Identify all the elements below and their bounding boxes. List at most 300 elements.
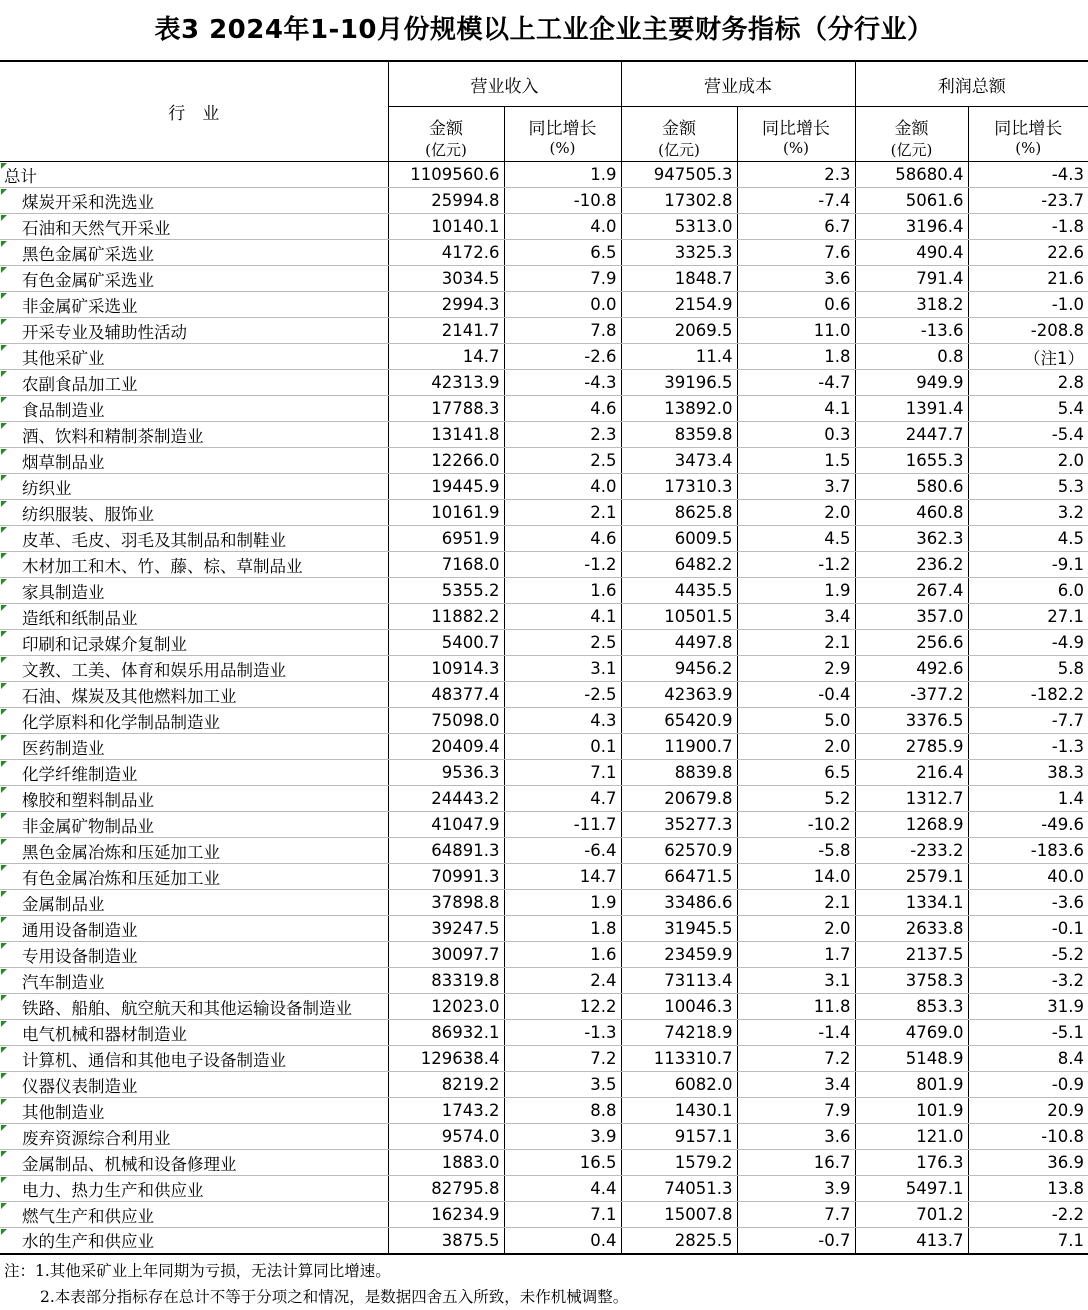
table-row xyxy=(0,292,1088,318)
industry-name-cell: 专用设备制造业 xyxy=(0,942,388,968)
cost-growth-cell: 6.5 xyxy=(737,760,855,786)
profit-growth-cell: 6.0 xyxy=(968,578,1088,604)
profit-amount-cell: 5497.1 xyxy=(855,1176,968,1202)
cost-growth-cell: -1.4 xyxy=(737,1020,855,1046)
table-row xyxy=(0,318,1088,344)
cost-growth-cell: 3.7 xyxy=(737,474,855,500)
revenue-growth-cell: 8.8 xyxy=(504,1098,621,1124)
profit-growth-cell: 27.1 xyxy=(968,604,1088,630)
revenue-growth-cell: 4.6 xyxy=(504,526,621,552)
cost-amount-cell: 2069.5 xyxy=(621,318,737,344)
profit-amount-cell: 357.0 xyxy=(855,604,968,630)
industry-name-cell: 烟草制品业 xyxy=(0,448,388,474)
revenue-growth-cell: -2.6 xyxy=(504,344,621,370)
profit-growth-cell: -10.8 xyxy=(968,1124,1088,1150)
revenue-amount-cell: 48377.4 xyxy=(388,682,504,708)
revenue-growth-cell: 2.4 xyxy=(504,968,621,994)
revenue-growth-cell: -10.8 xyxy=(504,188,621,214)
industry-name-cell: 黑色金属矿采选业 xyxy=(0,240,388,266)
profit-growth-cell: 40.0 xyxy=(968,864,1088,890)
table-row xyxy=(0,370,1088,396)
revenue-growth-cell: 1.9 xyxy=(504,890,621,916)
cost-amount-cell: 73113.4 xyxy=(621,968,737,994)
industry-name-cell: 非金属矿物制品业 xyxy=(0,812,388,838)
cost-amount-cell: 20679.8 xyxy=(621,786,737,812)
cost-growth-cell: -1.2 xyxy=(737,552,855,578)
revenue-growth-cell: 2.5 xyxy=(504,448,621,474)
table-row xyxy=(0,630,1088,656)
revenue-amount-cell: 10914.3 xyxy=(388,656,504,682)
profit-amount-cell: 2785.9 xyxy=(855,734,968,760)
revenue-growth-cell: 1.8 xyxy=(504,916,621,942)
table-row xyxy=(0,240,1088,266)
cost-amount-cell: 11900.7 xyxy=(621,734,737,760)
table-row xyxy=(0,1098,1088,1124)
revenue-amount-cell: 4172.6 xyxy=(388,240,504,266)
table-row xyxy=(0,864,1088,890)
revenue-amount-cell: 14.7 xyxy=(388,344,504,370)
industry-name-cell: 纺织服装、服饰业 xyxy=(0,500,388,526)
profit-amount-cell: 949.9 xyxy=(855,370,968,396)
profit-growth-cell: 3.2 xyxy=(968,500,1088,526)
profit-growth-cell: -2.2 xyxy=(968,1202,1088,1228)
table-row xyxy=(0,682,1088,708)
profit-growth-cell: -4.9 xyxy=(968,630,1088,656)
profit-amount-cell: 2579.1 xyxy=(855,864,968,890)
table-row xyxy=(0,1202,1088,1228)
cost-amount-cell: 6082.0 xyxy=(621,1072,737,1098)
cost-amount-cell: 6482.2 xyxy=(621,552,737,578)
revenue-growth-cell: -11.7 xyxy=(504,812,621,838)
profit-growth-cell: 13.8 xyxy=(968,1176,1088,1202)
cost-growth-cell: -4.7 xyxy=(737,370,855,396)
revenue-growth-cell: -1.2 xyxy=(504,552,621,578)
cost-amount-cell: 74218.9 xyxy=(621,1020,737,1046)
cost-amount-cell: 65420.9 xyxy=(621,708,737,734)
industry-name-cell: 开采专业及辅助性活动 xyxy=(0,318,388,344)
revenue-amount-cell: 75098.0 xyxy=(388,708,504,734)
cost-amount-cell: 15007.8 xyxy=(621,1202,737,1228)
table-row xyxy=(0,422,1088,448)
cost-growth-cell: 6.7 xyxy=(737,214,855,240)
profit-amount-cell: -13.6 xyxy=(855,318,968,344)
cost-growth-cell: 0.6 xyxy=(737,292,855,318)
industry-name-cell: 燃气生产和供应业 xyxy=(0,1202,388,1228)
industry-name-cell: 皮革、毛皮、羽毛及其制品和制鞋业 xyxy=(0,526,388,552)
profit-amount-cell: 1312.7 xyxy=(855,786,968,812)
revenue-growth-cell: 7.2 xyxy=(504,1046,621,1072)
revenue-amount-cell: 13141.8 xyxy=(388,422,504,448)
table-row xyxy=(0,500,1088,526)
profit-growth-cell: -23.7 xyxy=(968,188,1088,214)
profit-growth-cell: -183.6 xyxy=(968,838,1088,864)
revenue-amount-cell: 1109560.6 xyxy=(388,162,504,188)
cost-amount-cell: 3473.4 xyxy=(621,448,737,474)
cost-amount-cell: 17310.3 xyxy=(621,474,737,500)
profit-amount-cell: 267.4 xyxy=(855,578,968,604)
profit-growth-cell: -0.1 xyxy=(968,916,1088,942)
industry-name-cell: 计算机、通信和其他电子设备制造业 xyxy=(0,1046,388,1072)
table-row xyxy=(0,552,1088,578)
cost-group-header: 营业成本 xyxy=(621,61,855,107)
table-row xyxy=(0,266,1088,292)
cost-growth-cell: 16.7 xyxy=(737,1150,855,1176)
revenue-growth-cell: 1.6 xyxy=(504,942,621,968)
profit-growth-cell: -7.7 xyxy=(968,708,1088,734)
total-row xyxy=(0,162,1088,188)
cost-growth-cell: 2.3 xyxy=(737,162,855,188)
table-row xyxy=(0,708,1088,734)
cost-amount-cell: 42363.9 xyxy=(621,682,737,708)
profit-amount-cell: 236.2 xyxy=(855,552,968,578)
industry-name-cell: 其他采矿业 xyxy=(0,344,388,370)
cost-amount-cell: 2825.5 xyxy=(621,1228,737,1254)
cost-growth-cell: 14.0 xyxy=(737,864,855,890)
cost-growth-cell: 2.9 xyxy=(737,656,855,682)
profit-amount-cell: 1391.4 xyxy=(855,396,968,422)
cost-growth-cell: 7.2 xyxy=(737,1046,855,1072)
table-row xyxy=(0,474,1088,500)
table-row xyxy=(0,578,1088,604)
table-row xyxy=(0,396,1088,422)
cost-growth-cell: 1.5 xyxy=(737,448,855,474)
financial-indicators-table xyxy=(0,60,1088,1255)
table-row xyxy=(0,812,1088,838)
table-row xyxy=(0,1072,1088,1098)
revenue-amount-cell: 82795.8 xyxy=(388,1176,504,1202)
profit-growth-cell: 5.3 xyxy=(968,474,1088,500)
cost-growth-unit: (%) xyxy=(737,139,855,162)
revenue-growth-cell: 4.3 xyxy=(504,708,621,734)
profit-growth-cell: 2.0 xyxy=(968,448,1088,474)
industry-name-cell: 煤炭开采和洗选业 xyxy=(0,188,388,214)
revenue-amount-cell: 11882.2 xyxy=(388,604,504,630)
revenue-growth-cell: 4.1 xyxy=(504,604,621,630)
cost-amount-cell: 31945.5 xyxy=(621,916,737,942)
profit-growth-cell: -3.2 xyxy=(968,968,1088,994)
footnote-1: 注：1.其他采矿业上年同期为亏损，无法计算同比增速。 xyxy=(4,1261,391,1280)
profit-amount-cell: 362.3 xyxy=(855,526,968,552)
table-body xyxy=(0,162,1088,1254)
cost-amount-cell: 4435.5 xyxy=(621,578,737,604)
profit-amount-header: 金额 xyxy=(855,107,968,140)
profit-amount-cell: 413.7 xyxy=(855,1228,968,1254)
revenue-amount-cell: 5355.2 xyxy=(388,578,504,604)
profit-growth-cell: 8.4 xyxy=(968,1046,1088,1072)
cost-amount-cell: 3325.3 xyxy=(621,240,737,266)
cost-growth-cell: 4.5 xyxy=(737,526,855,552)
cost-amount-cell: 39196.5 xyxy=(621,370,737,396)
profit-growth-cell: 22.6 xyxy=(968,240,1088,266)
cost-amount-cell: 9157.1 xyxy=(621,1124,737,1150)
industry-name-cell: 金属制品、机械和设备修理业 xyxy=(0,1150,388,1176)
revenue-growth-cell: 0.0 xyxy=(504,292,621,318)
profit-growth-cell: -9.1 xyxy=(968,552,1088,578)
cost-amount-cell: 2154.9 xyxy=(621,292,737,318)
cost-amount-cell: 11.4 xyxy=(621,344,737,370)
industry-name-cell: 铁路、船舶、航空航天和其他运输设备制造业 xyxy=(0,994,388,1020)
revenue-amount-cell: 9536.3 xyxy=(388,760,504,786)
cost-amount-cell: 947505.3 xyxy=(621,162,737,188)
revenue-amount-cell: 24443.2 xyxy=(388,786,504,812)
profit-amount-cell: 2633.8 xyxy=(855,916,968,942)
table-row xyxy=(0,214,1088,240)
profit-amount-cell: 3196.4 xyxy=(855,214,968,240)
revenue-amount-cell: 8219.2 xyxy=(388,1072,504,1098)
table-row xyxy=(0,1176,1088,1202)
revenue-growth-cell: 7.1 xyxy=(504,760,621,786)
profit-growth-cell: -182.2 xyxy=(968,682,1088,708)
profit-amount-cell: 0.8 xyxy=(855,344,968,370)
revenue-growth-cell: 6.5 xyxy=(504,240,621,266)
industry-name-cell: 汽车制造业 xyxy=(0,968,388,994)
cost-amount-cell: 8359.8 xyxy=(621,422,737,448)
profit-growth-cell: 4.5 xyxy=(968,526,1088,552)
profit-amount-cell: -233.2 xyxy=(855,838,968,864)
industry-name-cell: 农副食品加工业 xyxy=(0,370,388,396)
profit-amount-cell: 791.4 xyxy=(855,266,968,292)
industry-name-cell: 木材加工和木、竹、藤、棕、草制品业 xyxy=(0,552,388,578)
profit-amount-cell: 1334.1 xyxy=(855,890,968,916)
cost-amount-cell: 6009.5 xyxy=(621,526,737,552)
revenue-growth-cell: 16.5 xyxy=(504,1150,621,1176)
revenue-amount-cell: 39247.5 xyxy=(388,916,504,942)
revenue-amount-cell: 37898.8 xyxy=(388,890,504,916)
table-row xyxy=(0,1020,1088,1046)
profit-amount-cell: 256.6 xyxy=(855,630,968,656)
profit-growth-cell: 36.9 xyxy=(968,1150,1088,1176)
revenue-growth-cell: 0.1 xyxy=(504,734,621,760)
revenue-amount-cell: 42313.9 xyxy=(388,370,504,396)
profit-growth-cell: -208.8 xyxy=(968,318,1088,344)
cost-growth-cell: 11.0 xyxy=(737,318,855,344)
cost-growth-cell: -7.4 xyxy=(737,188,855,214)
industry-name-cell: 造纸和纸制品业 xyxy=(0,604,388,630)
profit-amount-cell: 101.9 xyxy=(855,1098,968,1124)
industry-name-cell: 通用设备制造业 xyxy=(0,916,388,942)
profit-amount-cell: 2447.7 xyxy=(855,422,968,448)
profit-growth-cell: -49.6 xyxy=(968,812,1088,838)
industry-name-cell: 医药制造业 xyxy=(0,734,388,760)
cost-growth-cell: 7.6 xyxy=(737,240,855,266)
profit-amount-cell: 121.0 xyxy=(855,1124,968,1150)
revenue-amount-cell: 83319.8 xyxy=(388,968,504,994)
cost-growth-cell: 5.2 xyxy=(737,786,855,812)
industry-name-cell: 印刷和记录媒介复制业 xyxy=(0,630,388,656)
cost-amount-cell: 9456.2 xyxy=(621,656,737,682)
industry-column-header: 行 业 xyxy=(0,61,388,162)
profit-growth-unit: (%) xyxy=(968,139,1088,162)
revenue-amount-cell: 30097.7 xyxy=(388,942,504,968)
cost-amount-cell: 17302.8 xyxy=(621,188,737,214)
revenue-growth-header: 同比增长 xyxy=(504,107,621,140)
cost-growth-cell: 7.9 xyxy=(737,1098,855,1124)
revenue-growth-cell: -4.3 xyxy=(504,370,621,396)
table-row xyxy=(0,344,1088,370)
cost-growth-cell: 2.1 xyxy=(737,890,855,916)
industry-name-cell: 酒、饮料和精制茶制造业 xyxy=(0,422,388,448)
table-row xyxy=(0,188,1088,214)
footnotes xyxy=(0,1258,1088,1310)
profit-amount-cell: 580.6 xyxy=(855,474,968,500)
revenue-growth-cell: 7.8 xyxy=(504,318,621,344)
cost-amount-cell: 33486.6 xyxy=(621,890,737,916)
profit-growth-cell: 5.8 xyxy=(968,656,1088,682)
revenue-growth-cell: 12.2 xyxy=(504,994,621,1020)
cost-growth-cell: 1.9 xyxy=(737,578,855,604)
cost-growth-cell: 5.0 xyxy=(737,708,855,734)
profit-amount-cell: 3376.5 xyxy=(855,708,968,734)
table-row xyxy=(0,526,1088,552)
table-row xyxy=(0,1150,1088,1176)
cost-amount-cell: 62570.9 xyxy=(621,838,737,864)
table-row xyxy=(0,656,1088,682)
table-row xyxy=(0,1228,1088,1254)
cost-amount-cell: 13892.0 xyxy=(621,396,737,422)
revenue-growth-cell: 4.0 xyxy=(504,474,621,500)
revenue-amount-cell: 9574.0 xyxy=(388,1124,504,1150)
table-row xyxy=(0,890,1088,916)
industry-name-cell: 纺织业 xyxy=(0,474,388,500)
profit-amount-cell: 318.2 xyxy=(855,292,968,318)
profit-amount-cell: 4769.0 xyxy=(855,1020,968,1046)
profit-amount-cell: 176.3 xyxy=(855,1150,968,1176)
cost-growth-cell: 4.1 xyxy=(737,396,855,422)
revenue-amount-cell: 3034.5 xyxy=(388,266,504,292)
cost-growth-cell: 1.8 xyxy=(737,344,855,370)
revenue-amount-cell: 17788.3 xyxy=(388,396,504,422)
cost-growth-cell: -0.7 xyxy=(737,1228,855,1254)
cost-amount-header: 金额 xyxy=(621,107,737,140)
profit-growth-cell: -0.9 xyxy=(968,1072,1088,1098)
industry-name-cell: 文教、工美、体育和娱乐用品制造业 xyxy=(0,656,388,682)
profit-group-header: 利润总额 xyxy=(855,61,1088,107)
profit-growth-cell: -5.2 xyxy=(968,942,1088,968)
industry-name-cell: 橡胶和塑料制品业 xyxy=(0,786,388,812)
cost-growth-cell: 2.0 xyxy=(737,500,855,526)
revenue-amount-cell: 7168.0 xyxy=(388,552,504,578)
profit-amount-cell: 801.9 xyxy=(855,1072,968,1098)
revenue-amount-cell: 12023.0 xyxy=(388,994,504,1020)
revenue-amount-cell: 2994.3 xyxy=(388,292,504,318)
profit-amount-cell: 853.3 xyxy=(855,994,968,1020)
revenue-amount-cell: 12266.0 xyxy=(388,448,504,474)
cost-amount-cell: 10046.3 xyxy=(621,994,737,1020)
profit-growth-cell: 20.9 xyxy=(968,1098,1088,1124)
profit-amount-unit: (亿元) xyxy=(855,139,968,162)
industry-name-cell: 总计 xyxy=(0,162,388,188)
revenue-growth-cell: 2.5 xyxy=(504,630,621,656)
revenue-amount-cell: 5400.7 xyxy=(388,630,504,656)
profit-amount-cell: 1655.3 xyxy=(855,448,968,474)
table-row xyxy=(0,916,1088,942)
cost-growth-cell: 3.6 xyxy=(737,1124,855,1150)
revenue-amount-cell: 41047.9 xyxy=(388,812,504,838)
industry-name-cell: 食品制造业 xyxy=(0,396,388,422)
cost-growth-cell: -10.2 xyxy=(737,812,855,838)
revenue-growth-cell: -2.5 xyxy=(504,682,621,708)
cost-growth-cell: 11.8 xyxy=(737,994,855,1020)
cost-amount-cell: 1430.1 xyxy=(621,1098,737,1124)
industry-name-cell: 电气机械和器材制造业 xyxy=(0,1020,388,1046)
revenue-amount-cell: 70991.3 xyxy=(388,864,504,890)
industry-name-cell: 石油和天然气开采业 xyxy=(0,214,388,240)
revenue-growth-cell: 4.7 xyxy=(504,786,621,812)
cost-growth-cell: 3.1 xyxy=(737,968,855,994)
revenue-growth-cell: 3.9 xyxy=(504,1124,621,1150)
cost-growth-cell: 7.7 xyxy=(737,1202,855,1228)
cost-growth-cell: 0.3 xyxy=(737,422,855,448)
cost-growth-cell: -5.8 xyxy=(737,838,855,864)
table-row xyxy=(0,838,1088,864)
profit-growth-cell: -4.3 xyxy=(968,162,1088,188)
industry-name-cell: 非金属矿采选业 xyxy=(0,292,388,318)
cost-amount-cell: 35277.3 xyxy=(621,812,737,838)
revenue-amount-cell: 10140.1 xyxy=(388,214,504,240)
revenue-growth-cell: 4.0 xyxy=(504,214,621,240)
revenue-growth-cell: 3.1 xyxy=(504,656,621,682)
industry-name-cell: 石油、煤炭及其他燃料加工业 xyxy=(0,682,388,708)
cost-amount-cell: 10501.5 xyxy=(621,604,737,630)
industry-name-cell: 仪器仪表制造业 xyxy=(0,1072,388,1098)
table-row xyxy=(0,734,1088,760)
revenue-amount-cell: 64891.3 xyxy=(388,838,504,864)
revenue-growth-cell: -1.3 xyxy=(504,1020,621,1046)
revenue-growth-cell: 4.6 xyxy=(504,396,621,422)
revenue-amount-cell: 20409.4 xyxy=(388,734,504,760)
profit-amount-cell: 490.4 xyxy=(855,240,968,266)
profit-growth-cell: -5.1 xyxy=(968,1020,1088,1046)
profit-growth-cell: 7.1 xyxy=(968,1228,1088,1254)
profit-amount-cell: 5148.9 xyxy=(855,1046,968,1072)
revenue-amount-unit: (亿元) xyxy=(388,139,504,162)
revenue-growth-cell: 14.7 xyxy=(504,864,621,890)
table-row xyxy=(0,994,1088,1020)
profit-growth-cell: 1.4 xyxy=(968,786,1088,812)
revenue-growth-cell: 7.1 xyxy=(504,1202,621,1228)
profit-amount-cell: 5061.6 xyxy=(855,188,968,214)
table-row xyxy=(0,448,1088,474)
footnote-2: 2.本表部分指标存在总计不等于分项之和情况，是数据四舍五入所致，未作机械调整。 xyxy=(40,1287,629,1306)
cost-amount-cell: 5313.0 xyxy=(621,214,737,240)
profit-amount-cell: 216.4 xyxy=(855,760,968,786)
revenue-growth-cell: 1.9 xyxy=(504,162,621,188)
cost-growth-cell: 2.0 xyxy=(737,734,855,760)
profit-growth-cell: -1.8 xyxy=(968,214,1088,240)
profit-amount-cell: -377.2 xyxy=(855,682,968,708)
revenue-growth-cell: 7.9 xyxy=(504,266,621,292)
revenue-growth-unit: (%) xyxy=(504,139,621,162)
profit-growth-cell: 38.3 xyxy=(968,760,1088,786)
revenue-amount-cell: 2141.7 xyxy=(388,318,504,344)
industry-name-cell: 有色金属冶炼和压延加工业 xyxy=(0,864,388,890)
revenue-amount-cell: 25994.8 xyxy=(388,188,504,214)
revenue-amount-cell: 10161.9 xyxy=(388,500,504,526)
revenue-growth-cell: 4.4 xyxy=(504,1176,621,1202)
revenue-amount-cell: 6951.9 xyxy=(388,526,504,552)
revenue-growth-cell: 2.1 xyxy=(504,500,621,526)
industry-name-cell: 其他制造业 xyxy=(0,1098,388,1124)
revenue-amount-cell: 1743.2 xyxy=(388,1098,504,1124)
table-row xyxy=(0,1046,1088,1072)
cost-amount-cell: 1579.2 xyxy=(621,1150,737,1176)
profit-amount-cell: 492.6 xyxy=(855,656,968,682)
industry-name-cell: 水的生产和供应业 xyxy=(0,1228,388,1254)
profit-amount-cell: 701.2 xyxy=(855,1202,968,1228)
cost-amount-unit: (亿元) xyxy=(621,139,737,162)
profit-growth-cell: -5.4 xyxy=(968,422,1088,448)
table-row xyxy=(0,1124,1088,1150)
